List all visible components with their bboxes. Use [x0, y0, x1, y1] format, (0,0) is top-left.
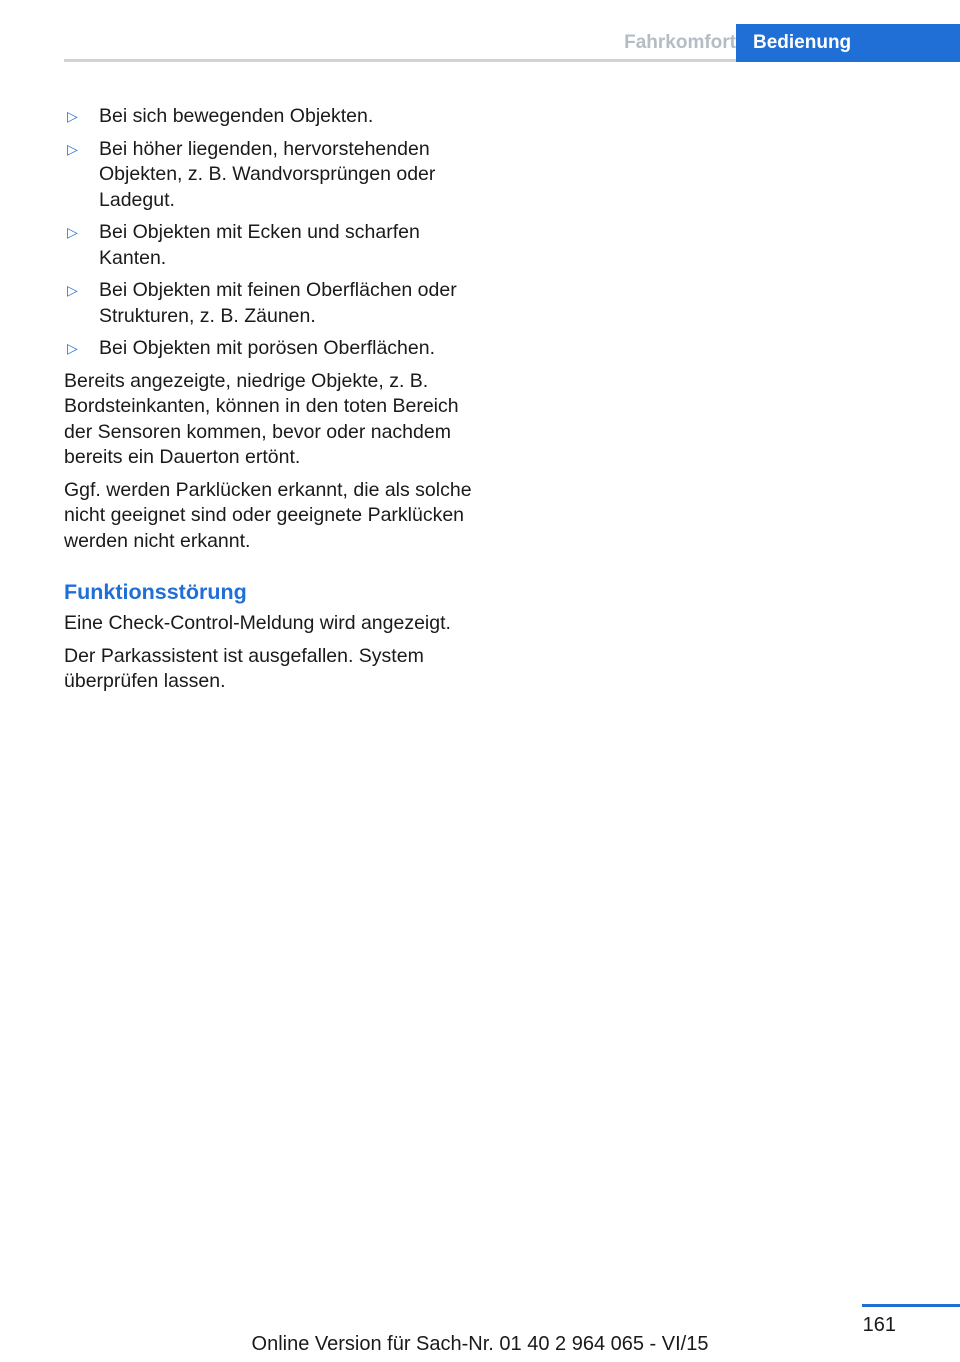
- triangle-bullet-icon: ▷: [67, 224, 78, 240]
- header-chapter-tab: Bedienung: [736, 24, 960, 62]
- body-paragraph: Ggf. werden Parklücken erkannt, die als solche nicht geeignet sind oder geeignete Parklücken werden nicht erkannt.: [64, 478, 472, 552]
- footer-rule: [862, 1304, 960, 1307]
- body-paragraph: Bereits angezeigte, niedrige Objekte, z. B. Bordsteinkanten, können in den toten Bereich der Sensoren kommen, bevor oder nachdem bereits ein Dauerton ertönt.: [64, 369, 459, 468]
- triangle-bullet-icon: ▷: [67, 108, 78, 124]
- bullet-list: [64, 104, 480, 362]
- page-header: [0, 24, 960, 62]
- list-item-text: Bei Objekten mit feinen Oberflächen oder Strukturen, z. B. Zäunen.: [99, 279, 457, 327]
- footer-version-line: Online Version für Sach-Nr. 01 40 2 964 065 - VI/15: [251, 1333, 709, 1355]
- triangle-bullet-icon: ▷: [67, 340, 78, 356]
- list-item-text: Bei Objekten mit Ecken und scharfen Kanten.: [99, 221, 420, 269]
- list-item: [64, 278, 480, 329]
- header-section-label: Fahrkomfort: [624, 32, 736, 53]
- list-item: [64, 104, 480, 130]
- section-heading: Funktionsstörung: [64, 580, 247, 604]
- list-item-text: Bei Objekten mit porösen Oberflächen.: [99, 337, 436, 359]
- list-item: [64, 336, 480, 362]
- list-item-text: Bei sich bewegenden Objekten.: [99, 105, 374, 127]
- triangle-bullet-icon: ▷: [67, 282, 78, 298]
- body-paragraph: Eine Check-Control-Meldung wird angezeigt.: [64, 612, 451, 634]
- list-item: [64, 220, 480, 271]
- triangle-bullet-icon: ▷: [67, 140, 78, 157]
- page-content: [64, 104, 480, 695]
- list-item-text: Bei höher liegenden, hervorstehenden Objekten, z. B. Wandvorsprüngen oder Ladegut.: [99, 137, 436, 211]
- list-item: [64, 137, 480, 214]
- page-number: 161: [862, 1314, 896, 1336]
- body-paragraph: Der Parkassistent ist ausgefallen. System überprüfen lassen.: [64, 644, 424, 692]
